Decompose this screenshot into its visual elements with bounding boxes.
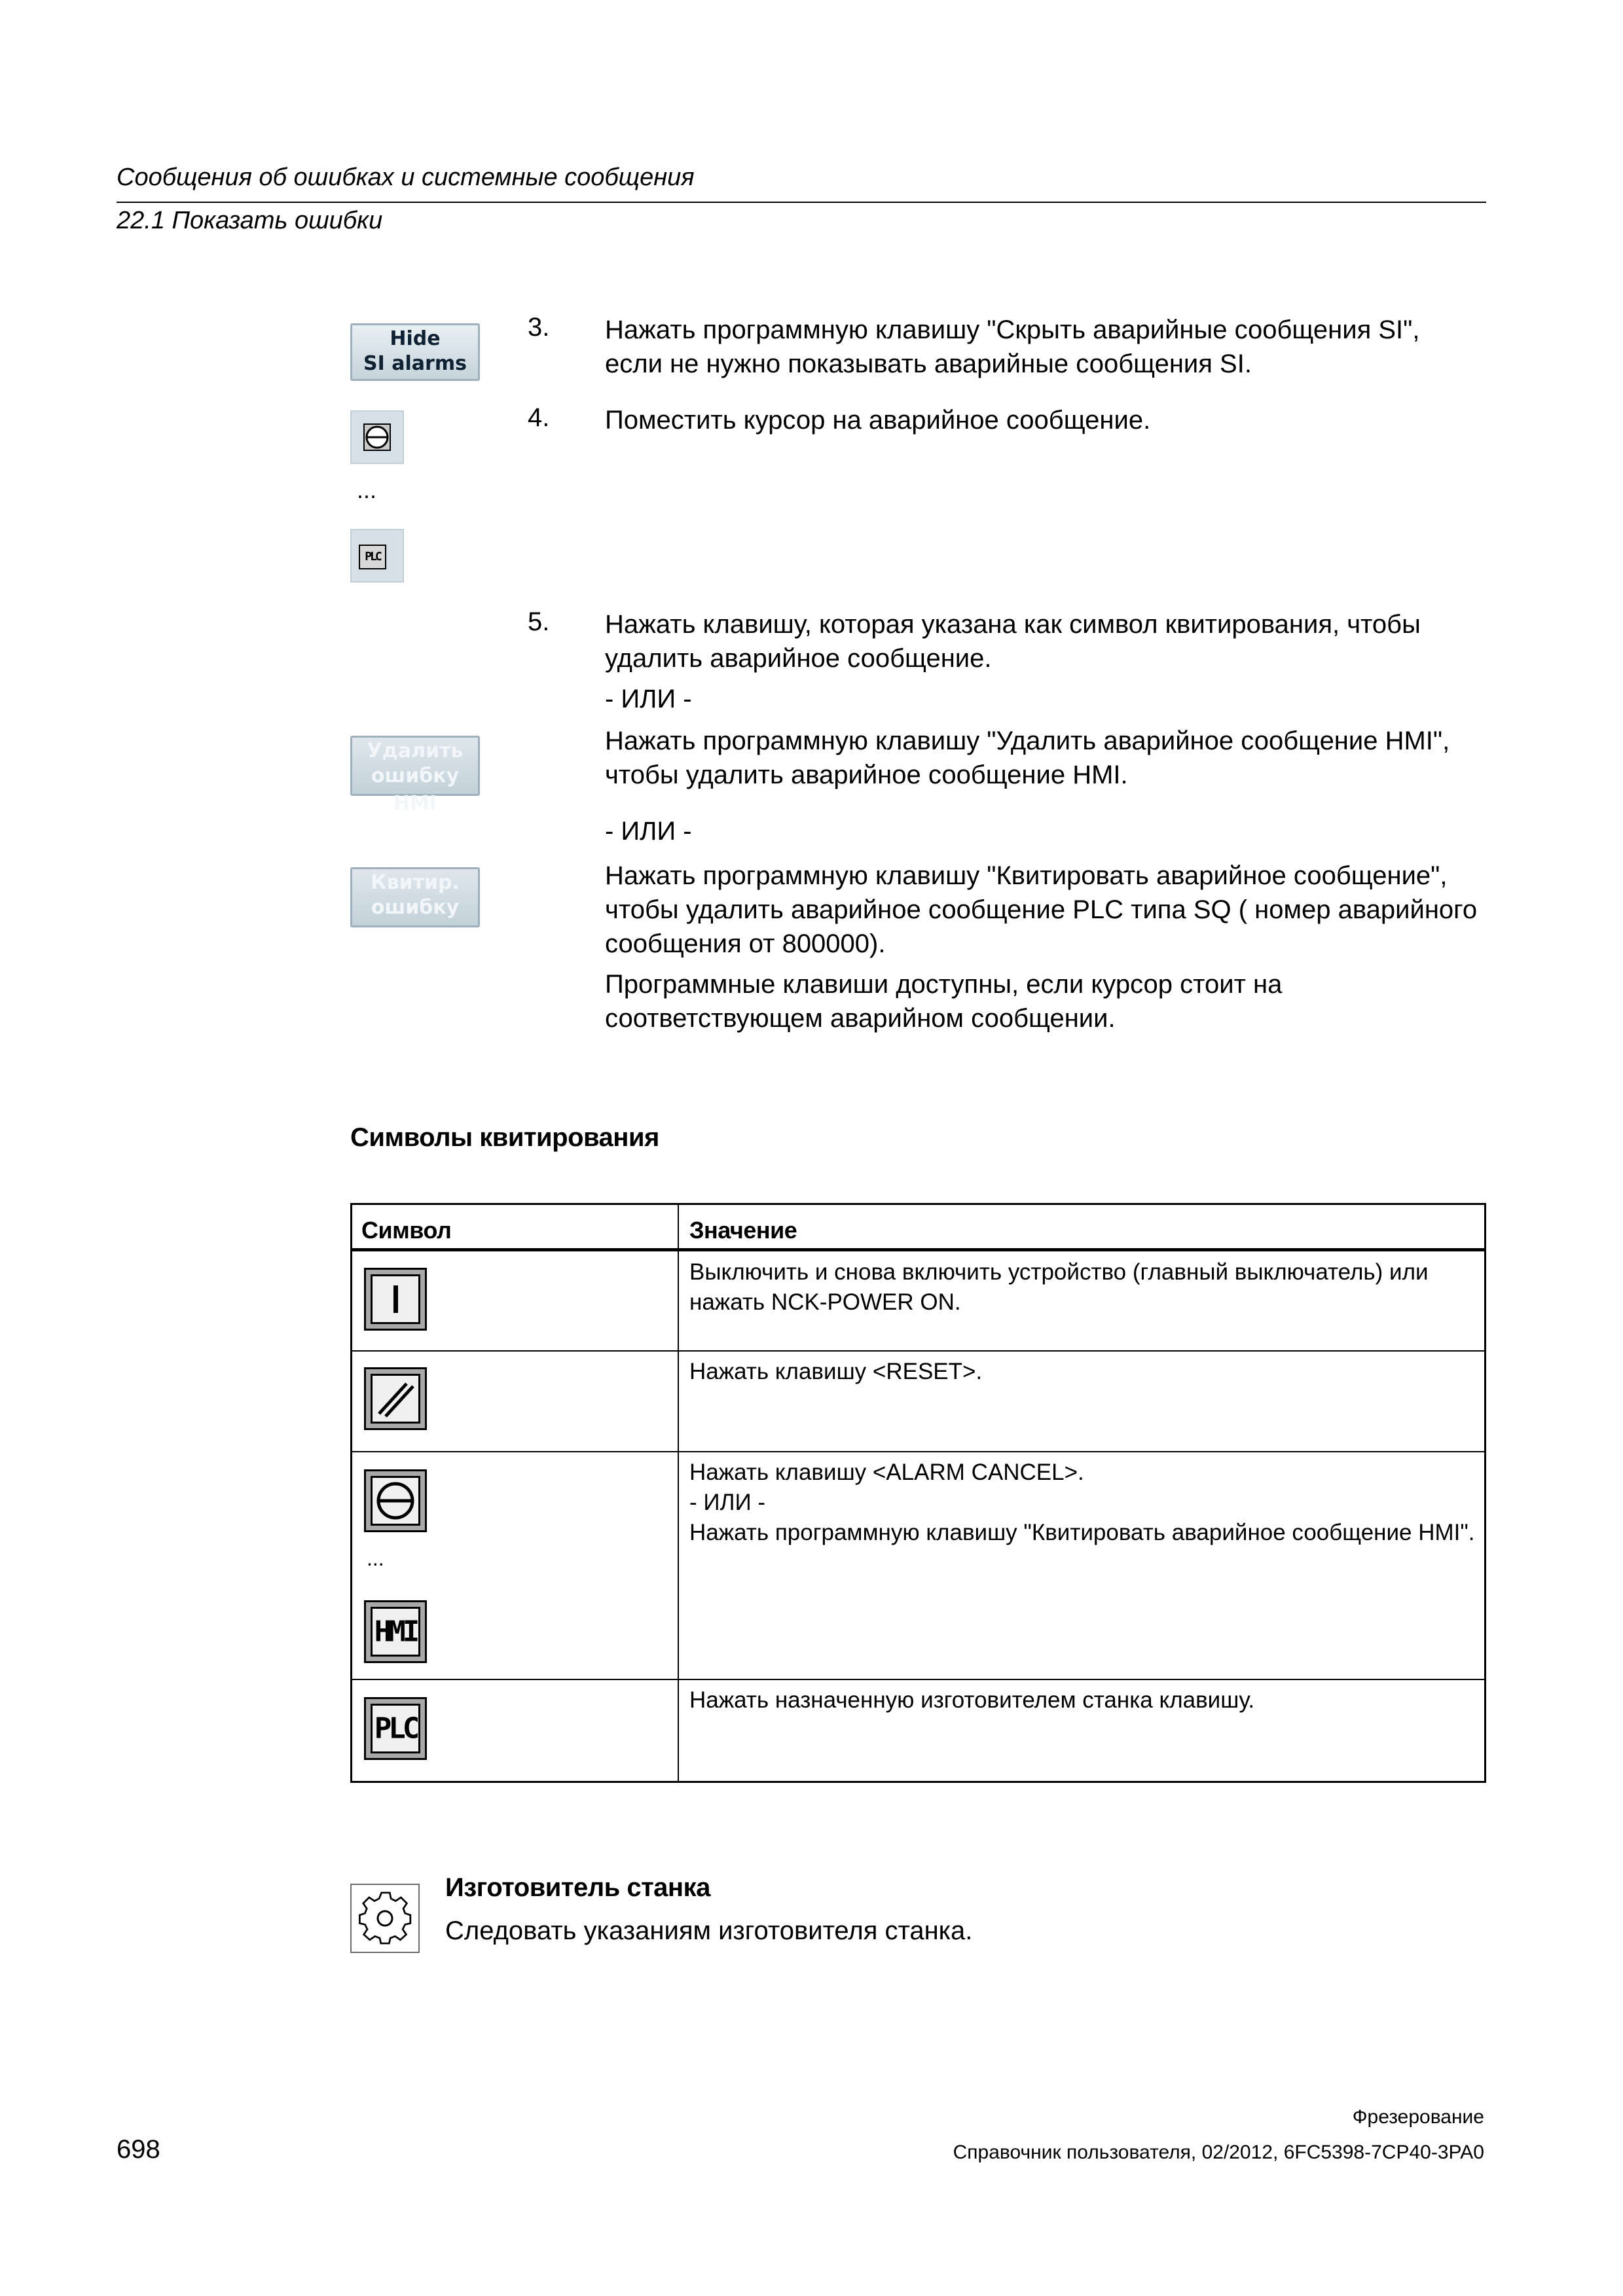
softkey-label-line2: ошибку xyxy=(371,896,460,919)
power-on-icon xyxy=(366,1270,425,1329)
alarm-cancel-key[interactable] xyxy=(350,410,404,464)
plc-icon: PLC xyxy=(374,1712,417,1746)
meaning-cell xyxy=(689,1458,1475,1548)
step-5-alt-1: Нажать программную клавишу "Удалить аварийное сообщение HMI", чтобы удалить аварийное сообщение HMI. xyxy=(605,726,1450,789)
footer-product: Фрезерование xyxy=(1352,2106,1484,2128)
footer-manual: Справочник пользователя, 02/2012, 6FC5398-7CP40-3PA0 xyxy=(953,2142,1484,2163)
step-5-number: 5. xyxy=(528,607,550,636)
meaning-line: Нажать программную клавишу "Квитировать аварийное сообщение HMI". xyxy=(689,1520,1475,1545)
hide-si-alarms-softkey[interactable] xyxy=(350,323,480,381)
manufacturer-note-box xyxy=(350,1884,420,1953)
header-rule xyxy=(352,1248,1484,1251)
step-5-alt-2: Нажать программную клавишу "Квитировать аварийное сообщение", чтобы удалить аварийное сообщение PLC типа SQ ( номер аварийного сообщения от 800000). xyxy=(605,861,1478,958)
softkey-label-line2: SI alarms xyxy=(363,352,467,375)
acknowledge-alarm-softkey[interactable] xyxy=(350,867,480,927)
step-4-text: Поместить курсор на аварийное сообщение. xyxy=(605,406,1151,435)
column-divider xyxy=(678,1205,679,1781)
plc-key[interactable] xyxy=(350,529,404,583)
gear-icon xyxy=(352,1885,418,1952)
meaning-or: - ИЛИ - xyxy=(689,1490,766,1515)
header-rule xyxy=(117,202,1486,203)
delete-hmi-alarm-softkey[interactable] xyxy=(350,736,480,815)
hmi-symbol xyxy=(364,1600,427,1663)
softkey-label-line1: Квитир. xyxy=(371,871,460,894)
reset-symbol xyxy=(364,1367,427,1430)
column-header-symbol: Символ xyxy=(361,1217,452,1244)
plc-icon: PLC xyxy=(359,545,386,569)
step-4-number: 4. xyxy=(528,403,550,432)
manufacturer-heading: Изготовитель станка xyxy=(445,1873,710,1902)
page-number: 698 xyxy=(117,2135,160,2164)
step-5-note: Программные клавиши доступны, если курсор стоит на соответствующем аварийном сообщении. xyxy=(605,970,1283,1033)
power-on-symbol xyxy=(364,1268,427,1331)
meaning-cell: Нажать клавишу <RESET>. xyxy=(689,1359,983,1384)
reset-icon xyxy=(366,1369,425,1428)
step-5-or-1: - ИЛИ - xyxy=(605,685,692,713)
hmi-icon: HMI xyxy=(374,1615,417,1649)
chapter-title: Сообщения об ошибках и системные сообщения xyxy=(117,164,695,191)
alarm-cancel-icon xyxy=(352,412,403,463)
softkey-label-line1: Hide xyxy=(390,327,441,350)
meaning-cell: Выключить и снова включить устройство (главный выключатель) или нажать NCK-POWER ON. xyxy=(689,1259,1429,1315)
meaning-line: Нажать клавишу <ALARM CANCEL>. xyxy=(689,1460,1084,1485)
step-5-or-2: - ИЛИ - xyxy=(605,817,692,846)
symbol-ellipsis: ... xyxy=(367,1547,384,1570)
alarm-cancel-symbol xyxy=(364,1469,427,1532)
meaning-cell: Нажать назначенную изготовителем станка клавишу. xyxy=(689,1687,1255,1713)
ack-symbols-heading: Символы квитирования xyxy=(350,1123,659,1152)
column-header-meaning: Значение xyxy=(689,1217,797,1244)
manufacturer-text: Следовать указаниям изготовителя станка. xyxy=(445,1916,973,1945)
alarm-cancel-icon xyxy=(366,1471,425,1530)
step-3-text: Нажать программную клавишу "Скрыть аварийные сообщения SI", если не нужно показывать аварийные сообщения SI. xyxy=(605,315,1420,378)
key-ellipsis: ... xyxy=(357,476,377,503)
plc-symbol xyxy=(364,1697,427,1760)
softkey-label-line2: ошибку HMI xyxy=(371,764,460,815)
softkey-label-line1: Удалить xyxy=(367,740,464,762)
step-3-number: 3. xyxy=(528,313,550,342)
ack-symbols-table xyxy=(350,1203,1486,1783)
step-5-text: Нажать клавишу, которая указана как символ квитирования, чтобы удалить аварийное сообщение. xyxy=(605,610,1421,673)
section-title: 22.1 Показать ошибки xyxy=(117,207,383,234)
